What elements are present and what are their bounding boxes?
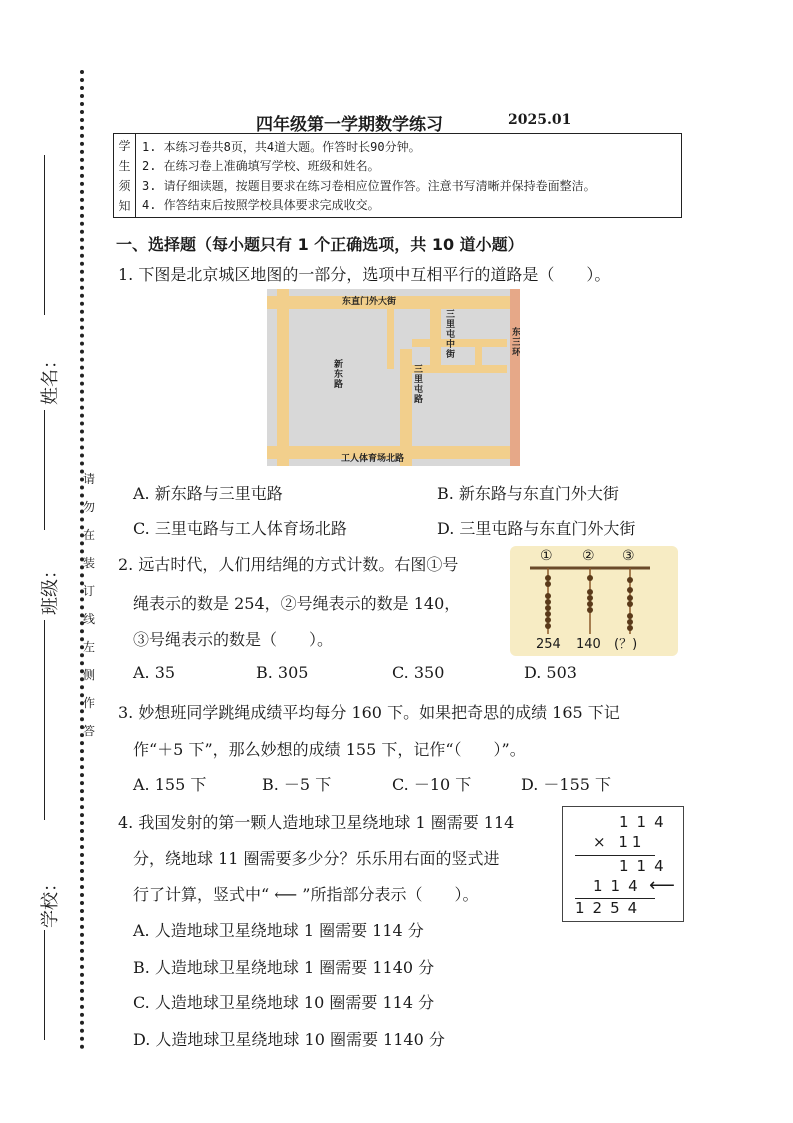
q3-option-b[interactable]: B. －5 下	[262, 775, 332, 794]
map-road-left	[277, 289, 289, 466]
class-label: 班级：	[40, 561, 61, 615]
calc-row-2: × 11	[593, 833, 646, 851]
map-road-side	[387, 309, 394, 369]
map-label-center-road: 三里屯中街	[444, 309, 454, 359]
name-label: 姓名：	[40, 351, 61, 405]
calc-row-4: 114	[593, 877, 646, 895]
rope-label-1: ①	[540, 548, 553, 564]
q2-option-c[interactable]: C. 350	[392, 663, 445, 682]
question-3-line2: 作“＋5 下”，那么妙想的成绩 155 下，记作“（ ）”。	[133, 740, 526, 759]
q2-option-d[interactable]: D. 503	[524, 663, 577, 682]
map-road-cross1	[412, 339, 507, 347]
question-2-line1: 2. 远古时代，人们用结绳的方式计数。右图①号	[118, 555, 459, 574]
vertical-multiplication	[562, 806, 684, 922]
student-notice-box	[113, 133, 682, 218]
rope-label-2: ②	[582, 548, 595, 564]
rope-value-3: (？)	[614, 637, 638, 652]
notice-item: 4. 作答结束后按照学校具体要求完成收交。	[142, 197, 380, 212]
rope-label-3: ③	[622, 548, 635, 564]
no-answer-warning: 请 勿 在 装 订 线 左 侧 作 答	[82, 472, 95, 738]
q3-option-c[interactable]: C. －10 下	[392, 775, 472, 794]
calc-row-1: 114	[619, 813, 672, 831]
q1-option-a[interactable]: A. 新东路与三里屯路	[133, 484, 283, 503]
rope-value-2: 140	[576, 637, 601, 652]
knot-rope-figure	[510, 546, 678, 656]
q4-option-b[interactable]: B. 人造地球卫星绕地球 1 圈需要 1140 分	[133, 958, 435, 977]
map-label-mid-road: 三里屯路	[412, 364, 422, 404]
name-line-lower	[44, 410, 45, 530]
q3-option-a[interactable]: A. 155 下	[133, 775, 207, 794]
question-2-line3: ③号绳表示的数是（ ）。	[133, 630, 334, 649]
q2-option-b[interactable]: B. 305	[256, 663, 309, 682]
map-road-cross2	[412, 365, 507, 373]
q2-option-a[interactable]: A. 35	[133, 663, 176, 682]
map-label-bottom-road: 工人体育场北路	[341, 454, 405, 464]
notice-heading: 学 生 须 知	[114, 134, 136, 217]
map-label-top-road: 东直门外大街	[342, 297, 397, 307]
map-road-center	[430, 296, 441, 371]
notice-items	[136, 134, 681, 217]
map-road-short	[475, 339, 482, 373]
rope-value-1: 254	[536, 637, 561, 652]
beijing-map	[267, 289, 520, 466]
q4-option-a[interactable]: A. 人造地球卫星绕地球 1 圈需要 114 分	[133, 921, 424, 940]
map-label-ring-road: 东三环	[510, 327, 520, 357]
q4-option-c[interactable]: C. 人造地球卫星绕地球 10 圈需要 114 分	[133, 993, 435, 1012]
school-label: 学校：	[40, 874, 61, 928]
notice-item: 3. 请仔细读题，按题目要求在练习卷相应位置作答。注意书写清晰并保持卷面整洁。	[142, 178, 596, 193]
question-4-line3: 行了计算，竖式中“ ⟵ ”所指部分表示（ ）。	[133, 885, 479, 904]
q4-option-d[interactable]: D. 人造地球卫星绕地球 10 圈需要 1140 分	[133, 1030, 445, 1049]
school-line	[44, 930, 45, 1040]
q1-option-c[interactable]: C. 三里屯路与工人体育场北路	[133, 519, 347, 538]
section-heading: 一、选择题（每小题只有 1 个正确选项，共 10 道小题）	[116, 235, 524, 254]
calc-arrow-icon: ⟵	[649, 875, 675, 896]
name-line	[44, 155, 45, 315]
question-4-line2: 分，绕地球 11 圈需要多少分？乐乐用右面的竖式进	[133, 849, 500, 868]
calc-row-3: 114	[619, 857, 672, 875]
q1-option-b[interactable]: B. 新东路与东直门外大街	[437, 484, 619, 503]
page-title: 四年级第一学期数学练习	[256, 115, 443, 135]
q1-option-d[interactable]: D. 三里屯路与东直门外大街	[437, 519, 636, 538]
class-line	[44, 620, 45, 820]
exam-date: 2025.01	[508, 112, 572, 128]
question-2-line2: 绳表示的数是 254，②号绳表示的数是 140，	[133, 594, 461, 613]
map-road-ring	[510, 289, 520, 466]
notice-item: 2. 在练习卷上准确填写学校、班级和姓名。	[142, 159, 380, 174]
question-4-line1: 4. 我国发射的第一颗人造地球卫星绕地球 1 圈需要 114	[118, 813, 515, 832]
map-label-left-road: 新东路	[332, 359, 342, 389]
calc-rule-1	[575, 855, 655, 856]
question-1-stem: 1. 下图是北京城区地图的一部分，选项中互相平行的道路是（ ）。	[118, 265, 611, 284]
notice-item: 1. 本练习卷共8页，共4道大题。作答时长90分钟。	[142, 140, 421, 155]
calc-row-5: 1254	[575, 899, 646, 917]
q3-option-d[interactable]: D. －155 下	[521, 775, 612, 794]
question-3-line1: 3. 妙想班同学跳绳成绩平均每分 160 下。如果把奇思的成绩 165 下记	[118, 703, 620, 722]
